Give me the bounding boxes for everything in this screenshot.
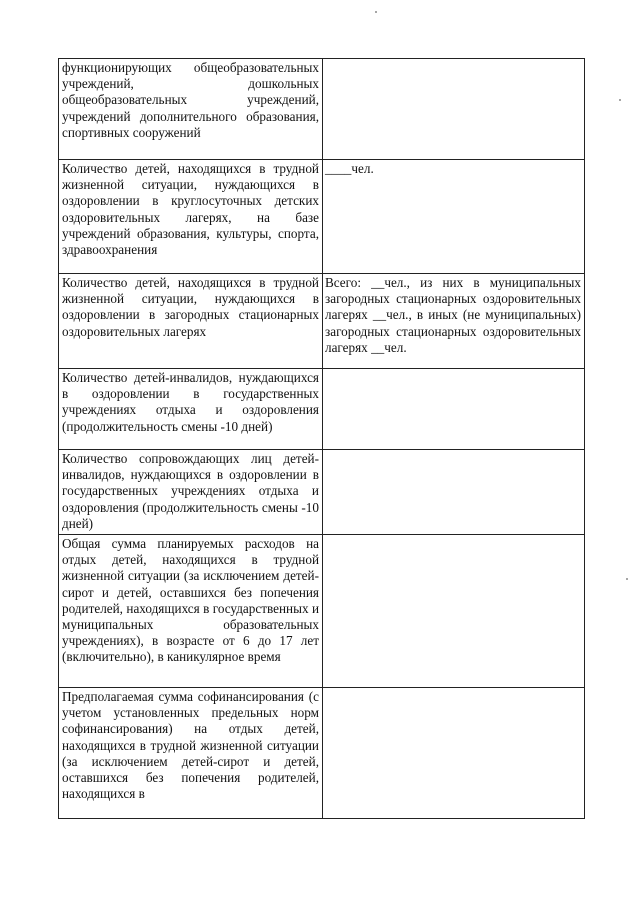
row-value — [323, 688, 585, 819]
table-row — [59, 688, 585, 819]
table-row — [59, 535, 585, 688]
scan-speck — [626, 578, 628, 580]
row-value — [323, 59, 585, 160]
row-label: Общая сумма планируемых расходов на отдых детей, находящихся в трудной жизненной ситуации (за исключением детей-сирот и детей, оставшихся без попечения родителей, находящихся в государственных и муниципальных образовательных учреждениях), в возрасте от 6 до 17 лет (включительно), в каникулярное время — [59, 535, 323, 688]
table-row — [59, 160, 585, 274]
row-value: Всего: __чел., из них в муниципальных загородных стационарных оздоровительных лагерях __чел., в иных (не муниципальных) загородных стационарных оздоровительных лагерях __чел. — [323, 274, 585, 369]
application-form-table — [58, 58, 585, 819]
row-value — [323, 450, 585, 535]
row-label: Количество сопровождающих лиц детей-инвалидов, нуждающихся в оздоровлении в государственных учреждениях отдыха и оздоровления (продолжительность смены -10 дней) — [59, 450, 323, 535]
scan-speck — [619, 99, 621, 101]
table-row — [59, 274, 585, 369]
scan-speck — [375, 11, 377, 13]
table-row — [59, 369, 585, 450]
table-row — [59, 59, 585, 160]
row-value: ____чел. — [323, 160, 585, 274]
row-value — [323, 369, 585, 450]
row-label: Количество детей, находящихся в трудной жизненной ситуации, нуждающихся в оздоровлении в загородных стационарных оздоровительных лагерях — [59, 274, 323, 369]
row-label: Количество детей, находящихся в трудной жизненной ситуации, нуждающихся в оздоровлении в круглосуточных детских оздоровительных лагерях, на базе учреждений образования, культуры, спорта, здравоохранения — [59, 160, 323, 274]
row-value — [323, 535, 585, 688]
row-label: Предполагаемая сумма софинансирования (с учетом установленных предельных норм софинансирования) на отдых детей, находящихся в трудной жизненной ситуации (за исключением детей-сирот и детей, оставшихся без попечения родителей, находящихся в — [59, 688, 323, 819]
table-row — [59, 450, 585, 535]
row-label: функционирующих общеобразовательных учреждений, дошкольных общеобразовательных учреждений, учреждений дополнительного образования, спортивных сооружений — [59, 59, 323, 160]
row-label: Количество детей-инвалидов, нуждающихся в оздоровлении в государственных учреждениях отдыха и оздоровления (продолжительность смены -10 дней) — [59, 369, 323, 450]
